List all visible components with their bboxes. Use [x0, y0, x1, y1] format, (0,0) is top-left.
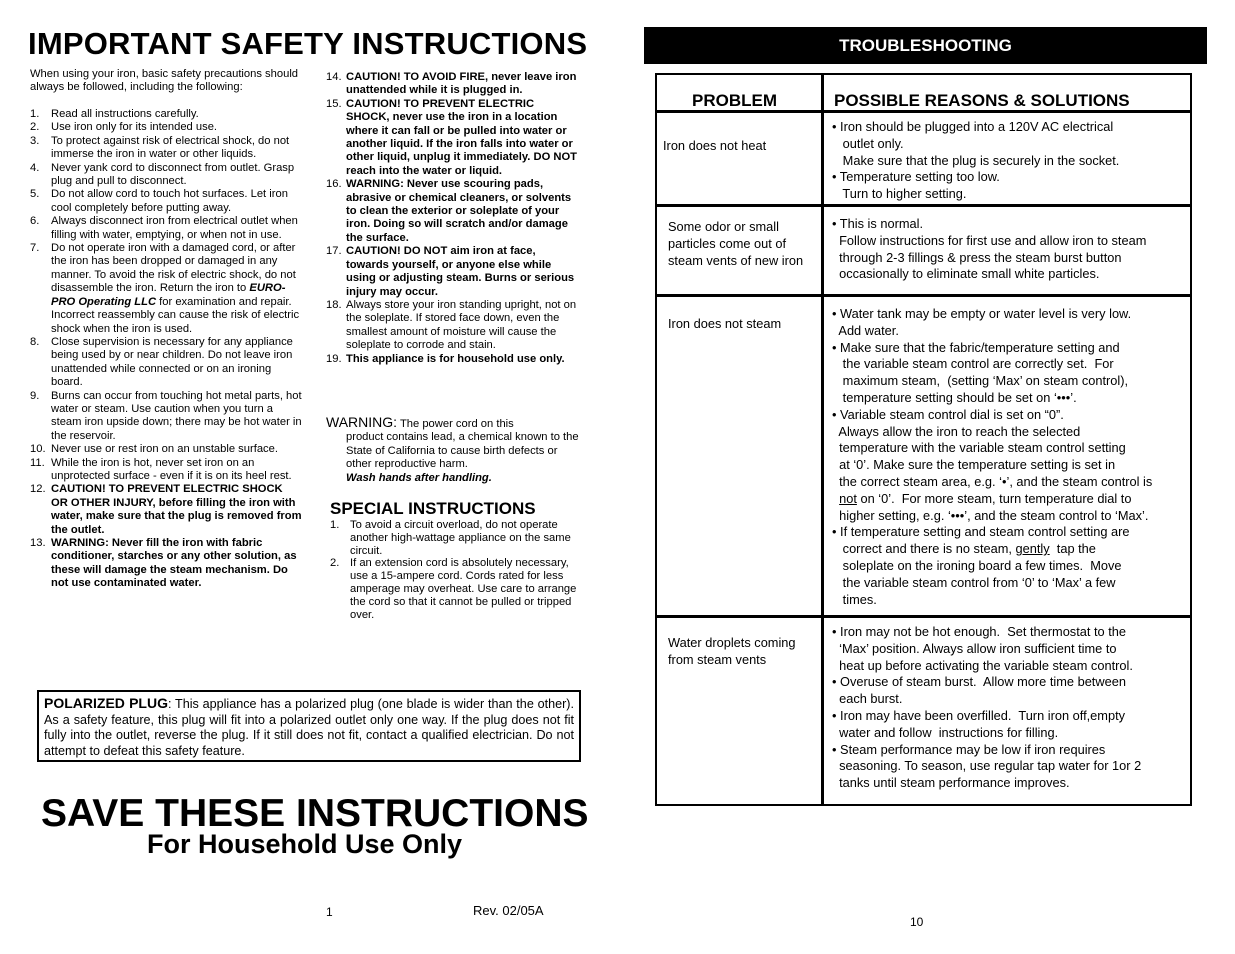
list-item [326, 178, 580, 245]
list-item-number: 17. [326, 245, 342, 258]
column-header-problem: PROBLEM [692, 91, 777, 110]
list-item-text: CAUTION! TO PREVENT ELECTRIC SHOCK, never use the iron in a location where it can fall or be pulled into water or another liquid. If the iron falls into water or other liquid, unplug it immediately. DO NOT reach into the water or liquid. [346, 97, 578, 177]
list-item [30, 135, 302, 162]
list-item [30, 242, 302, 336]
gently-suffix: tap the [1049, 541, 1096, 557]
special-instructions-title: SPECIAL INSTRUCTIONS [330, 499, 536, 518]
list-item-number: 18. [326, 298, 342, 311]
warning-text-b: product contains lead, a chemical known to the State of California to cause birth defects or other reproductive harm. [346, 431, 579, 471]
safety-list-col2 [326, 71, 580, 366]
problem-cell-4: Water droplets coming from steam vents [668, 635, 796, 667]
list-item [326, 245, 580, 299]
solution-line: temperature setting should be set on ‘•••’. [832, 389, 1077, 405]
list-item-number: 14. [326, 71, 342, 83]
list-item [326, 98, 580, 178]
list-item [30, 121, 302, 134]
solution-line: the correct steam area, e.g. ‘•’, and the steam control is [832, 473, 1153, 489]
list-item [30, 457, 302, 484]
list-item [326, 299, 580, 353]
solution-line: the variable steam control are correctly set. For [832, 356, 1114, 372]
list-item-text: To avoid a circuit overload, do not operate another high-wattage appliance on the same circuit. [350, 519, 571, 557]
solution-line: • Iron should be plugged into a 120V AC electrical [832, 119, 1114, 134]
solution-line: • If temperature setting and steam control setting are [832, 524, 1130, 540]
polarized-plug-label: POLARIZED PLUG [44, 695, 168, 711]
solution-line: through 2-3 fillings & press the steam burst button [832, 249, 1122, 265]
list-item [30, 108, 302, 121]
list-item-number: 8. [30, 335, 40, 348]
solution-line: • Water tank may be empty or water level is very low. [832, 306, 1132, 321]
list-item [30, 537, 302, 591]
list-item-text: WARNING: Never fill the iron with fabric conditioner, starches or any other solution, as these will damage the steam mechanism. Do not use contaminated water. [51, 537, 297, 590]
list-item-text: While the iron is hot, never set iron on an unprotected surface - even if it is on its heel rest. [51, 456, 292, 482]
problem-cell-2: Some odor or small particles come out of steam vents of new iron [668, 219, 804, 268]
solution-line: Always allow the iron to reach the selected [832, 423, 1081, 439]
solution-line: ‘Max’ position. Always allow iron sufficient time to [832, 640, 1117, 656]
list-item-text: CAUTION! DO NOT aim iron at face, towards yourself, or anyone else while using or adjusting steam. Burns or serious injury may occur. [346, 245, 575, 298]
list-item-number: 1. [330, 519, 340, 531]
problem-cell-1: Iron does not heat [663, 138, 767, 153]
solution-line: water and follow instructions for filling. [832, 724, 1059, 740]
warning-label: WARNING: [326, 414, 398, 430]
table-divider-row2 [655, 294, 1192, 297]
list-item-number: 2. [30, 121, 40, 134]
solution-line: times. [832, 591, 877, 607]
not-underlined: not [839, 490, 857, 506]
page-title: IMPORTANT SAFETY INSTRUCTIONS [28, 26, 588, 61]
list-item-text: This appliance is for household use only. [346, 352, 565, 365]
solution-line: • Iron may have been overfilled. Turn iron off,empty [832, 707, 1126, 723]
list-item-number: 13. [30, 537, 46, 549]
list-item-number: 15. [326, 97, 342, 110]
list-item-number: 4. [30, 161, 40, 174]
list-item-number: 5. [30, 188, 40, 201]
gently-underlined: gently [1015, 541, 1050, 557]
list-item [30, 390, 302, 444]
solution-line: outlet only. [832, 135, 904, 151]
solution-line: higher setting, e.g. ‘•••’, and the steam control to ‘Max’. [832, 507, 1149, 523]
list-item-text: WARNING: Never use scouring pads, abrasive or chemical cleaners, or solvents to clean the exterior or soleplate of your iron. Doing so will scratch and/or damage the surface. [346, 178, 572, 244]
solution-cell-1 [832, 119, 1187, 203]
list-item [330, 519, 582, 557]
list-item-text: Always disconnect iron from electrical outlet when filling with water, emptying, or when not in use. [51, 215, 298, 241]
list-item [326, 353, 580, 366]
list-item-text: If an extension cord is absolutely necessary, use a 15-ampere cord. Cords rated for less amperage may overheat. Use care to arrange the cord so that it cannot be pulled or tripped over. [350, 557, 577, 621]
solution-line: Make sure that the plug is securely in the socket. [832, 152, 1120, 168]
intro-text: When using your iron, basic safety precautions should always be followed, including the following: [30, 68, 299, 94]
list-item [30, 188, 302, 215]
list-item-number: 9. [30, 389, 40, 402]
list-item [30, 162, 302, 189]
solution-line: • Temperature setting too low. [832, 169, 1000, 185]
solution-line: heat up before activating the variable steam control. [832, 657, 1133, 673]
polarized-plug-text: : This appliance has a polarized plug (one blade is wider than the other). As a safety feature, this plug will fit into a polarized outlet only one way. If the plug does not fit fully into the outlet, reverse the plug. If it still does not fit, contact a qualified electrician. Do not attempt to defeat this safety feature. [44, 697, 575, 758]
list-item-text: Burns can occur from touching hot metal parts, hot water or steam. Use caution when you turn a steam iron upside down; there may be hot water in the reservoir. [51, 389, 302, 442]
solution-line: • Iron may not be hot enough. Set thermostat to the [832, 624, 1127, 639]
list-item [326, 71, 580, 98]
warning-text-a: The power cord on this [399, 418, 514, 430]
list-item-number: 6. [30, 215, 40, 228]
safety-list-col1 [30, 108, 302, 591]
solution-line: soleplate on the ironing board a few times. Move [832, 557, 1122, 573]
solution-line: • Steam performance may be low if iron requires [832, 741, 1106, 757]
solution-line: Turn to higher setting. [832, 186, 967, 202]
list-item [30, 215, 302, 242]
list-item-text: To protect against risk of electrical shock, do not immerse the iron in water or other liquids. [51, 134, 290, 161]
list-item-number: 3. [30, 134, 40, 147]
list-item-number: 16. [326, 178, 342, 191]
solution-line: each burst. [832, 691, 903, 707]
list-item-number: 7. [30, 242, 40, 255]
list-item-text: Do not allow cord to touch hot surfaces. Let iron cool completely before putting away. [51, 188, 288, 214]
solution-line: • Variable steam control dial is set on “0”. [832, 406, 1064, 422]
solution-line: temperature with the variable steam control setting [832, 440, 1126, 456]
list-item-text: Always store your iron standing upright, not on the soleplate. If stored face down, even the smallest amount of moisture will cause the soleplate to corrode and stain. [346, 298, 577, 352]
table-divider-vertical [821, 73, 824, 806]
list-item-number: 10. [30, 443, 46, 456]
solution-cell-3 [832, 306, 1190, 608]
list-item-number: 12. [30, 483, 46, 496]
list-item-number: 1. [30, 108, 40, 120]
save-instructions-heading: SAVE THESE INSTRUCTIONS [41, 792, 589, 835]
list-item-text: Never yank cord to disconnect from outlet. Grasp plug and pull to disconnect. [51, 161, 295, 188]
solution-line: at ‘0’. Make sure the temperature setting is set in [832, 457, 1116, 473]
list-item-number: 11. [30, 456, 45, 469]
list-item-text: CAUTION! TO PREVENT ELECTRIC SHOCK OR OTHER INJURY, before filling the iron with water, make sure that the plug is removed from the outlet. [51, 483, 302, 536]
solution-line: maximum steam, (setting ‘Max’ on steam control), [832, 373, 1129, 389]
page-number-right: 10 [910, 915, 924, 929]
solution-line: • This is normal. [832, 216, 924, 231]
table-divider-row1 [655, 204, 1192, 207]
list-item-text: Read all instructions carefully. [51, 108, 199, 120]
not-suffix: on ‘0’. For more steam, turn temperature dial to [856, 490, 1132, 506]
solution-line: seasoning. To season, use regular tap water for 1or 2 [832, 758, 1142, 774]
list-item-text: Do not operate iron with a damaged cord, or after the iron has been dropped or damaged in any manner. To avoid the risk of electric shock, do not disassemble the iron. Return the iron to EURO-PRO Operating LLC for examination and repair. Incorrect reassembly can cause the risk of electric shock when the iron is used. [51, 242, 300, 335]
prop65-warning [326, 416, 580, 485]
troubleshooting-header-bar: TROUBLESHOOTING [644, 27, 1207, 64]
gently-prefix: correct and there is no steam, [832, 541, 1016, 557]
list-item [30, 483, 302, 537]
solution-line: • Overuse of steam burst. Allow more time between [832, 674, 1126, 690]
list-item [330, 557, 582, 621]
list-item-number: 19. [326, 352, 342, 365]
list-item-text: Use iron only for its intended use. [51, 121, 218, 134]
list-item [30, 336, 302, 390]
solution-line: tanks until steam performance improves. [832, 775, 1070, 791]
table-divider-row3 [655, 615, 1192, 618]
polarized-plug-box [37, 690, 581, 762]
problem-cell-3: Iron does not steam [668, 316, 782, 331]
revision-label: Rev. 02/05A [473, 903, 544, 918]
solution-cell-2 [832, 216, 1187, 283]
solution-line: the variable steam control from ‘0’ to ‘Max’ a few [832, 574, 1116, 590]
list-item-text: Close supervision is necessary for any appliance being used by or near children. Do not leave iron unattended while connected or on an ironing board. [51, 335, 293, 389]
special-instructions-list [330, 519, 582, 621]
solution-line: • Make sure that the fabric/temperature setting and [832, 339, 1120, 355]
warning-wash-hands: Wash hands after handling. [346, 471, 492, 484]
household-use-heading: For Household Use Only [147, 829, 463, 859]
solution-line: Add water. [832, 322, 899, 338]
list-item-text: Never use or rest iron on an unstable surface. [51, 443, 278, 456]
solution-line: Follow instructions for first use and allow iron to steam [832, 232, 1147, 248]
solution-line: occasionally to eliminate small white particles. [832, 266, 1100, 282]
list-item-number: 2. [330, 557, 340, 570]
page-number-left: 1 [326, 905, 333, 919]
solution-cell-4 [832, 624, 1187, 792]
column-header-solutions: POSSIBLE REASONS & SOLUTIONS [834, 91, 1130, 110]
list-item [30, 443, 302, 456]
list-item-text: CAUTION! TO AVOID FIRE, never leave iron unattended while it is plugged in. [346, 71, 577, 97]
